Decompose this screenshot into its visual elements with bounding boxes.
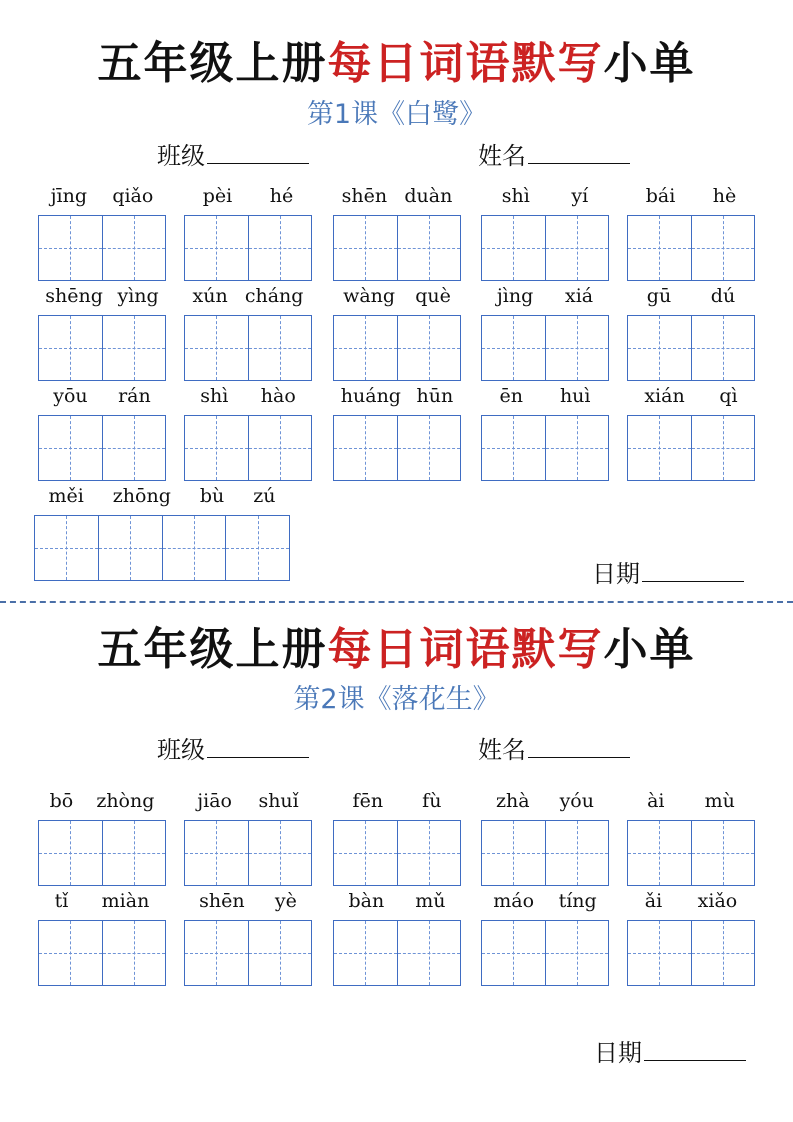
tianzige-boxes <box>333 415 461 481</box>
date-blank[interactable] <box>644 1036 746 1061</box>
pinyin-syllable: xiá <box>565 285 594 307</box>
pinyin-syllable: fēn <box>352 790 384 812</box>
pinyin-syllable: máo <box>493 890 535 912</box>
word-row <box>0 281 793 381</box>
pinyin-syllable: bō <box>49 790 74 812</box>
tianzige-cell[interactable] <box>482 821 545 885</box>
tianzige-cell[interactable] <box>691 921 755 985</box>
tianzige-boxes <box>481 415 609 481</box>
class-blank[interactable] <box>207 139 309 164</box>
name-blank[interactable] <box>528 733 630 758</box>
tianzige-boxes <box>38 315 166 381</box>
tianzige-cell[interactable] <box>225 516 289 580</box>
word-item <box>333 281 461 381</box>
pinyin-syllable: ǎi <box>644 890 663 912</box>
class-label: 班级 <box>157 736 205 764</box>
pinyin-syllable: zhòng <box>96 790 155 812</box>
pinyin-syllable: shuǐ <box>258 790 299 812</box>
pinyin-syllable: shēn <box>199 890 245 912</box>
pinyin-syllable: ēn <box>499 385 523 407</box>
tianzige-cell[interactable] <box>482 921 545 985</box>
word-item <box>627 181 755 281</box>
name-blank[interactable] <box>528 139 630 164</box>
word-item <box>481 381 609 481</box>
name-label: 姓名 <box>478 142 526 170</box>
pinyin-syllable: zhà <box>496 790 530 812</box>
word-item <box>481 181 609 281</box>
pinyin-label <box>184 181 312 211</box>
pinyin-label <box>184 281 312 311</box>
tianzige-cell[interactable] <box>162 516 226 580</box>
word-item <box>34 481 290 581</box>
word-row <box>0 381 793 481</box>
tianzige-cell[interactable] <box>545 821 609 885</box>
word-item <box>333 786 461 886</box>
title-part-sheet: 小单 <box>603 624 696 675</box>
pinyin-label <box>627 181 755 211</box>
pinyin-syllable: měi <box>48 485 84 507</box>
tianzige-cell[interactable] <box>545 316 609 380</box>
date-field[interactable] <box>594 1036 746 1068</box>
word-item <box>184 281 312 381</box>
tianzige-cell[interactable] <box>628 316 691 380</box>
pinyin-syllable: jìng <box>496 285 534 307</box>
tianzige-cell[interactable] <box>35 516 98 580</box>
tianzige-cell[interactable] <box>628 821 691 885</box>
pinyin-label <box>333 281 461 311</box>
pinyin-syllable: hào <box>260 385 296 407</box>
pinyin-syllable: ài <box>647 790 665 812</box>
pinyin-label <box>627 886 755 916</box>
pinyin-syllable: hūn <box>416 385 454 407</box>
tianzige-boxes <box>627 920 755 986</box>
tianzige-boxes <box>333 920 461 986</box>
pinyin-syllable: hé <box>269 185 294 207</box>
tianzige-boxes <box>38 820 166 886</box>
word-grid <box>0 181 793 581</box>
tianzige-boxes <box>184 415 312 481</box>
tianzige-boxes <box>627 315 755 381</box>
tianzige-boxes <box>481 215 609 281</box>
tianzige-cell[interactable] <box>628 416 691 480</box>
pinyin-label <box>481 381 609 411</box>
pinyin-label <box>184 786 312 816</box>
pinyin-label <box>38 786 166 816</box>
pinyin-syllable: rán <box>118 385 151 407</box>
tianzige-boxes <box>184 315 312 381</box>
date-label: 日期 <box>594 1039 642 1067</box>
pinyin-syllable: cháng <box>244 285 304 307</box>
name-field[interactable] <box>478 139 630 171</box>
tianzige-cell[interactable] <box>248 921 312 985</box>
tianzige-cell[interactable] <box>334 216 397 280</box>
word-item <box>38 281 166 381</box>
pinyin-syllable: tǐ <box>54 890 69 912</box>
tianzige-cell[interactable] <box>691 316 755 380</box>
tianzige-cell[interactable] <box>185 216 248 280</box>
tianzige-cell[interactable] <box>102 316 166 380</box>
tianzige-cell[interactable] <box>397 821 461 885</box>
class-label: 班级 <box>157 142 205 170</box>
pinyin-syllable: qiǎo <box>112 185 154 207</box>
tianzige-boxes <box>481 315 609 381</box>
pinyin-syllable: shēng <box>45 285 103 307</box>
tianzige-cell[interactable] <box>39 316 102 380</box>
pinyin-syllable: huì <box>559 385 591 407</box>
tianzige-boxes <box>627 415 755 481</box>
tianzige-cell[interactable] <box>397 316 461 380</box>
pinyin-label <box>481 786 609 816</box>
tianzige-cell[interactable] <box>39 821 102 885</box>
pinyin-syllable: dú <box>710 285 736 307</box>
tianzige-cell[interactable] <box>98 516 162 580</box>
pinyin-label <box>481 886 609 916</box>
pinyin-syllable: bàn <box>348 890 385 912</box>
worksheet-title <box>0 38 793 90</box>
pinyin-label <box>184 381 312 411</box>
pinyin-syllable: mù <box>704 790 735 812</box>
word-grid <box>0 786 793 986</box>
date-field[interactable] <box>592 557 744 589</box>
tianzige-cell[interactable] <box>397 216 461 280</box>
date-label: 日期 <box>592 560 640 588</box>
title-part-daily-dictation: 每日词语默写 <box>327 38 604 89</box>
class-blank[interactable] <box>207 733 309 758</box>
pinyin-label <box>38 281 166 311</box>
lesson-subtitle: 第2课《落花生》 <box>293 684 500 715</box>
tianzige-cell[interactable] <box>102 921 166 985</box>
word-item <box>627 381 755 481</box>
pinyin-syllable: zú <box>253 485 276 507</box>
pinyin-syllable: xiǎo <box>697 890 738 912</box>
tianzige-cell[interactable] <box>102 821 166 885</box>
tianzige-cell[interactable] <box>545 416 609 480</box>
pinyin-syllable: fù <box>422 790 442 812</box>
tianzige-boxes <box>38 215 166 281</box>
tianzige-cell[interactable] <box>185 416 248 480</box>
worksheet-lesson-2 <box>0 606 793 1122</box>
word-item <box>627 886 755 986</box>
tianzige-boxes <box>34 515 290 581</box>
pinyin-syllable: miàn <box>101 890 150 912</box>
lesson-subtitle: 第1课《白鹭》 <box>306 99 487 130</box>
tianzige-boxes <box>333 820 461 886</box>
pinyin-label <box>34 481 290 511</box>
pinyin-syllable: tíng <box>558 890 597 912</box>
pinyin-syllable: yìng <box>117 285 159 307</box>
pinyin-syllable: wàng <box>343 285 396 307</box>
pinyin-label <box>333 181 461 211</box>
tianzige-cell[interactable] <box>185 821 248 885</box>
pinyin-label <box>184 886 312 916</box>
class-field[interactable] <box>157 733 309 765</box>
tianzige-cell[interactable] <box>691 821 755 885</box>
word-item <box>627 281 755 381</box>
pinyin-syllable: yè <box>274 890 297 912</box>
title-part-grade: 五年级上册 <box>97 624 328 675</box>
name-field[interactable] <box>478 733 630 765</box>
tianzige-boxes <box>481 920 609 986</box>
tianzige-boxes <box>333 215 461 281</box>
tianzige-cell[interactable] <box>397 921 461 985</box>
tianzige-boxes <box>627 820 755 886</box>
pinyin-label <box>38 181 166 211</box>
pinyin-syllable: yóu <box>559 790 594 812</box>
word-item <box>38 886 166 986</box>
tianzige-cell[interactable] <box>248 821 312 885</box>
word-item <box>184 886 312 986</box>
tianzige-cell[interactable] <box>248 316 312 380</box>
tianzige-boxes <box>38 415 166 481</box>
tianzige-cell[interactable] <box>691 416 755 480</box>
word-item <box>333 181 461 281</box>
word-item <box>481 786 609 886</box>
tianzige-boxes <box>184 215 312 281</box>
pinyin-label <box>627 786 755 816</box>
cut-line-divider <box>0 601 793 603</box>
pinyin-syllable: zhōng <box>112 485 171 507</box>
title-part-sheet: 小单 <box>603 38 696 89</box>
pinyin-label <box>38 886 166 916</box>
pinyin-syllable: jiāo <box>197 790 232 812</box>
pinyin-syllable: shēn <box>341 185 388 207</box>
class-field[interactable] <box>157 139 309 171</box>
pinyin-syllable: mǔ <box>415 890 446 912</box>
tianzige-boxes <box>481 820 609 886</box>
word-row <box>0 181 793 281</box>
pinyin-label <box>333 886 461 916</box>
tianzige-cell[interactable] <box>545 216 609 280</box>
tianzige-cell[interactable] <box>691 216 755 280</box>
pinyin-syllable: xián <box>644 385 685 407</box>
tianzige-cell[interactable] <box>39 216 102 280</box>
tianzige-boxes <box>38 920 166 986</box>
title-part-grade: 五年级上册 <box>97 38 328 89</box>
word-item <box>38 786 166 886</box>
pinyin-syllable: shì <box>501 185 530 207</box>
pinyin-label <box>333 786 461 816</box>
word-item <box>184 381 312 481</box>
tianzige-cell[interactable] <box>248 216 312 280</box>
tianzige-boxes <box>184 820 312 886</box>
word-item <box>38 181 166 281</box>
pinyin-syllable: yōu <box>53 385 88 407</box>
tianzige-boxes <box>184 920 312 986</box>
pinyin-label <box>627 281 755 311</box>
pinyin-syllable: bù <box>199 485 225 507</box>
word-item <box>627 786 755 886</box>
tianzige-cell[interactable] <box>102 416 166 480</box>
tianzige-cell[interactable] <box>334 316 397 380</box>
tianzige-cell[interactable] <box>334 921 397 985</box>
pinyin-syllable: què <box>415 285 451 307</box>
tianzige-cell[interactable] <box>185 316 248 380</box>
tianzige-cell[interactable] <box>482 316 545 380</box>
tianzige-cell[interactable] <box>185 921 248 985</box>
pinyin-syllable: bái <box>645 185 676 207</box>
pinyin-syllable: gū <box>646 285 672 307</box>
pinyin-syllable: jīng <box>50 185 88 207</box>
tianzige-cell[interactable] <box>397 416 461 480</box>
pinyin-syllable: huáng <box>340 385 401 407</box>
pinyin-label <box>627 381 755 411</box>
word-item <box>481 886 609 986</box>
pinyin-syllable: pèi <box>202 185 233 207</box>
title-part-daily-dictation: 每日词语默写 <box>327 624 604 675</box>
word-row <box>0 786 793 886</box>
word-item <box>38 381 166 481</box>
pinyin-syllable: shì <box>200 385 229 407</box>
worksheet-title <box>0 624 793 676</box>
word-item <box>481 281 609 381</box>
word-item <box>184 786 312 886</box>
word-item <box>333 381 461 481</box>
pinyin-label <box>38 381 166 411</box>
tianzige-boxes <box>333 315 461 381</box>
tianzige-cell[interactable] <box>482 216 545 280</box>
pinyin-syllable: qì <box>719 385 738 407</box>
date-blank[interactable] <box>642 557 744 582</box>
pinyin-label <box>333 381 461 411</box>
pinyin-syllable: yí <box>571 185 589 207</box>
tianzige-cell[interactable] <box>334 416 397 480</box>
word-item <box>333 886 461 986</box>
name-label: 姓名 <box>478 736 526 764</box>
word-item <box>184 181 312 281</box>
tianzige-cell[interactable] <box>545 921 609 985</box>
tianzige-cell[interactable] <box>39 921 102 985</box>
tianzige-cell[interactable] <box>102 216 166 280</box>
tianzige-cell[interactable] <box>628 216 691 280</box>
word-row <box>0 886 793 986</box>
pinyin-label <box>481 281 609 311</box>
pinyin-label <box>481 181 609 211</box>
pinyin-syllable: hè <box>712 185 737 207</box>
pinyin-syllable: duàn <box>404 185 453 207</box>
tianzige-cell[interactable] <box>248 416 312 480</box>
tianzige-cell[interactable] <box>334 821 397 885</box>
pinyin-syllable: xún <box>192 285 228 307</box>
tianzige-boxes <box>627 215 755 281</box>
tianzige-cell[interactable] <box>39 416 102 480</box>
tianzige-cell[interactable] <box>482 416 545 480</box>
tianzige-cell[interactable] <box>628 921 691 985</box>
